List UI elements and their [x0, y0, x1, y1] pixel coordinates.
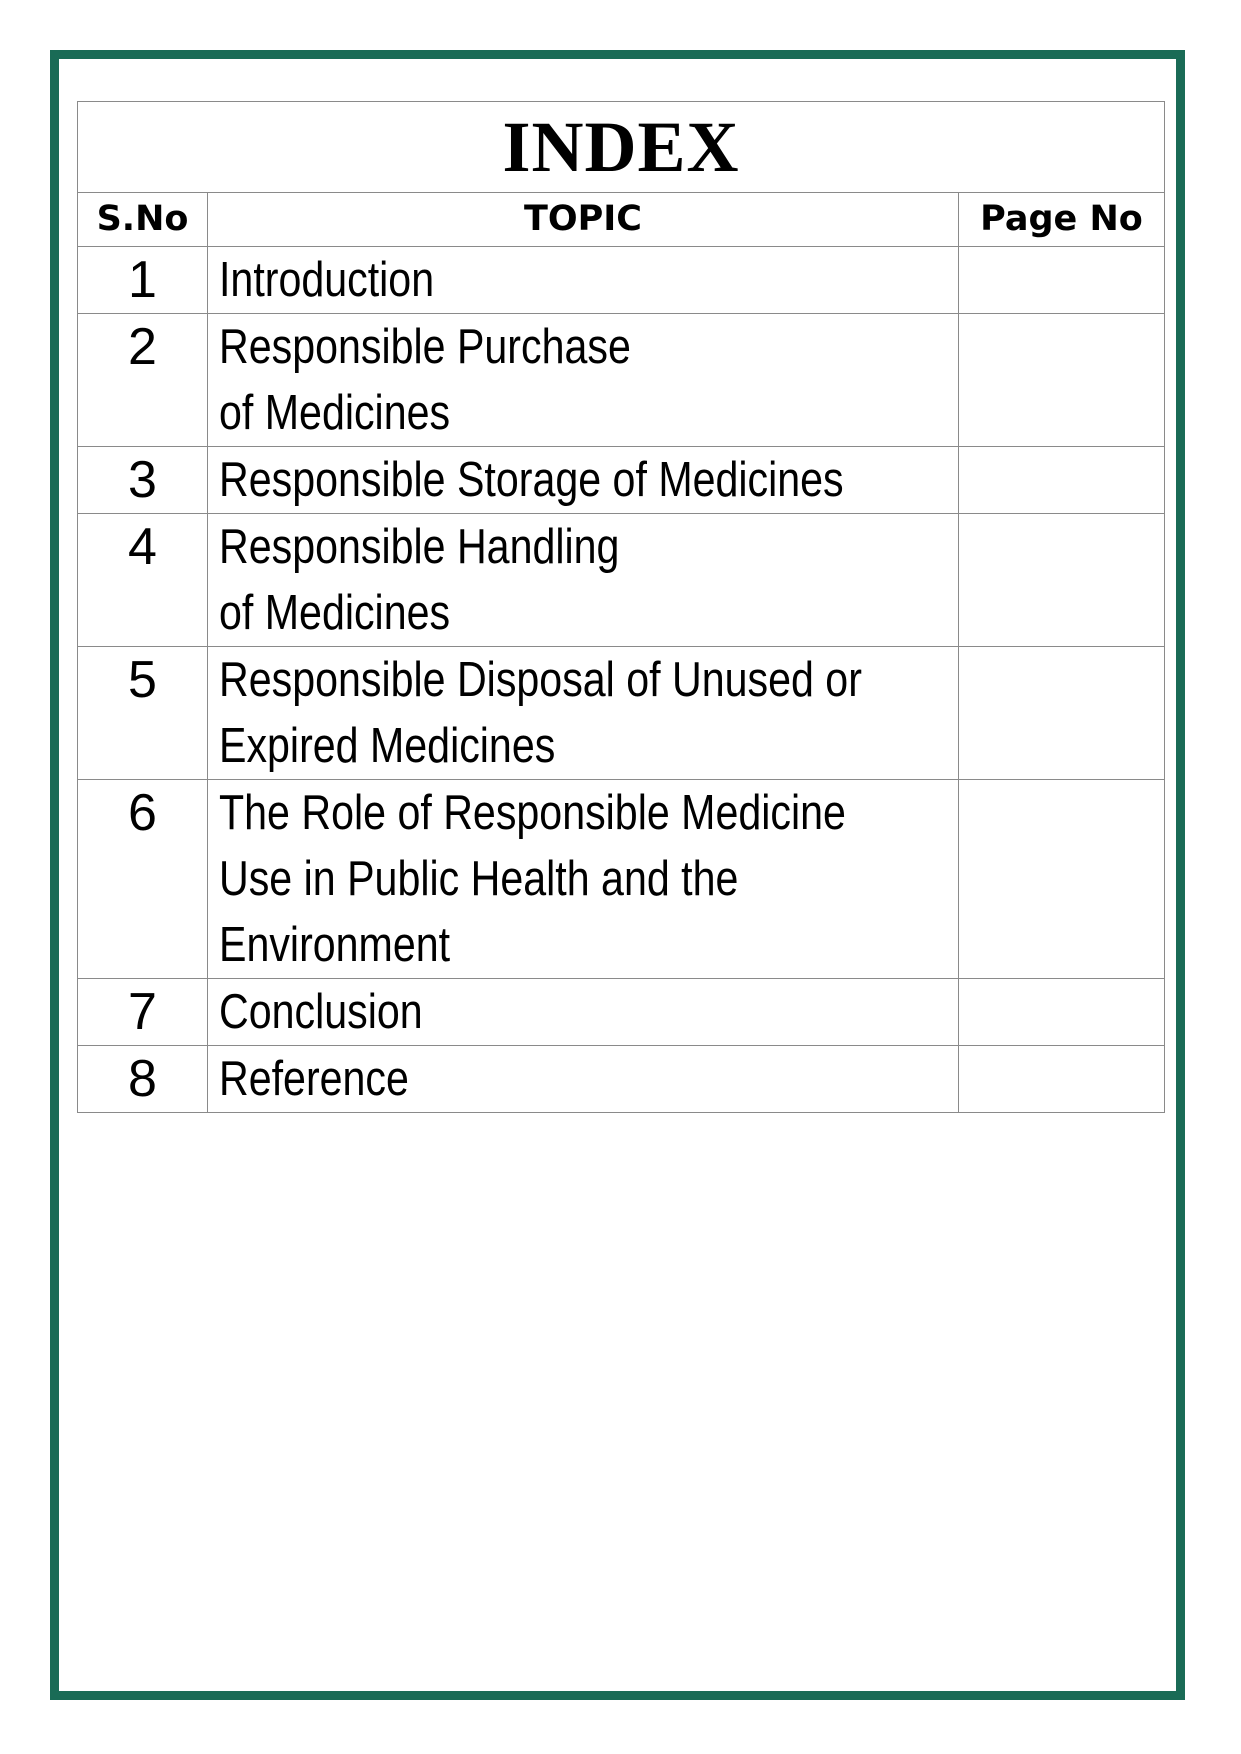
table-row	[78, 780, 1165, 979]
topic-cell	[208, 1046, 959, 1113]
page-no-cell	[959, 247, 1165, 314]
topic-text: Reference	[219, 1052, 409, 1106]
topic-cell	[208, 979, 959, 1046]
topic-cell	[208, 647, 959, 780]
index-table	[77, 101, 1165, 1113]
topic-header: TOPIC	[208, 193, 959, 247]
topic-cell	[208, 514, 959, 647]
sno-cell: 2	[78, 314, 208, 447]
sno-cell: 3	[78, 447, 208, 514]
sno-cell: 1	[78, 247, 208, 314]
page-no-cell	[959, 514, 1165, 647]
table-row	[78, 1046, 1165, 1113]
topic-text: Responsible Disposal of Unused or Expired Medicines	[219, 653, 862, 773]
page-no-cell	[959, 447, 1165, 514]
topic-text: Responsible Handling of Medicines	[219, 520, 620, 640]
page-no-cell	[959, 780, 1165, 979]
title-row	[78, 102, 1165, 193]
table-row	[78, 247, 1165, 314]
index-title: INDEX	[78, 102, 1165, 193]
sno-cell: 8	[78, 1046, 208, 1113]
topic-text: Responsible Purchase of Medicines	[219, 320, 631, 440]
topic-cell	[208, 447, 959, 514]
sno-cell: 7	[78, 979, 208, 1046]
table-row	[78, 447, 1165, 514]
topic-text: The Role of Responsible Medicine Use in Public Health and the Environment	[219, 786, 846, 972]
page-no-header: Page No	[959, 193, 1165, 247]
table-row	[78, 514, 1165, 647]
topic-cell	[208, 780, 959, 979]
topic-text: Conclusion	[219, 985, 423, 1039]
topic-text: Responsible Storage of Medicines	[219, 453, 844, 507]
sno-cell: 5	[78, 647, 208, 780]
topic-cell	[208, 314, 959, 447]
sno-cell: 4	[78, 514, 208, 647]
sno-cell: 6	[78, 780, 208, 979]
page-no-cell	[959, 1046, 1165, 1113]
page-no-cell	[959, 979, 1165, 1046]
topic-text: Introduction	[219, 253, 435, 307]
table-row	[78, 979, 1165, 1046]
topic-cell	[208, 247, 959, 314]
table-row	[78, 314, 1165, 447]
page-no-cell	[959, 647, 1165, 780]
table-row	[78, 647, 1165, 780]
header-row	[78, 193, 1165, 247]
sno-header: S.No	[78, 193, 208, 247]
page-no-cell	[959, 314, 1165, 447]
